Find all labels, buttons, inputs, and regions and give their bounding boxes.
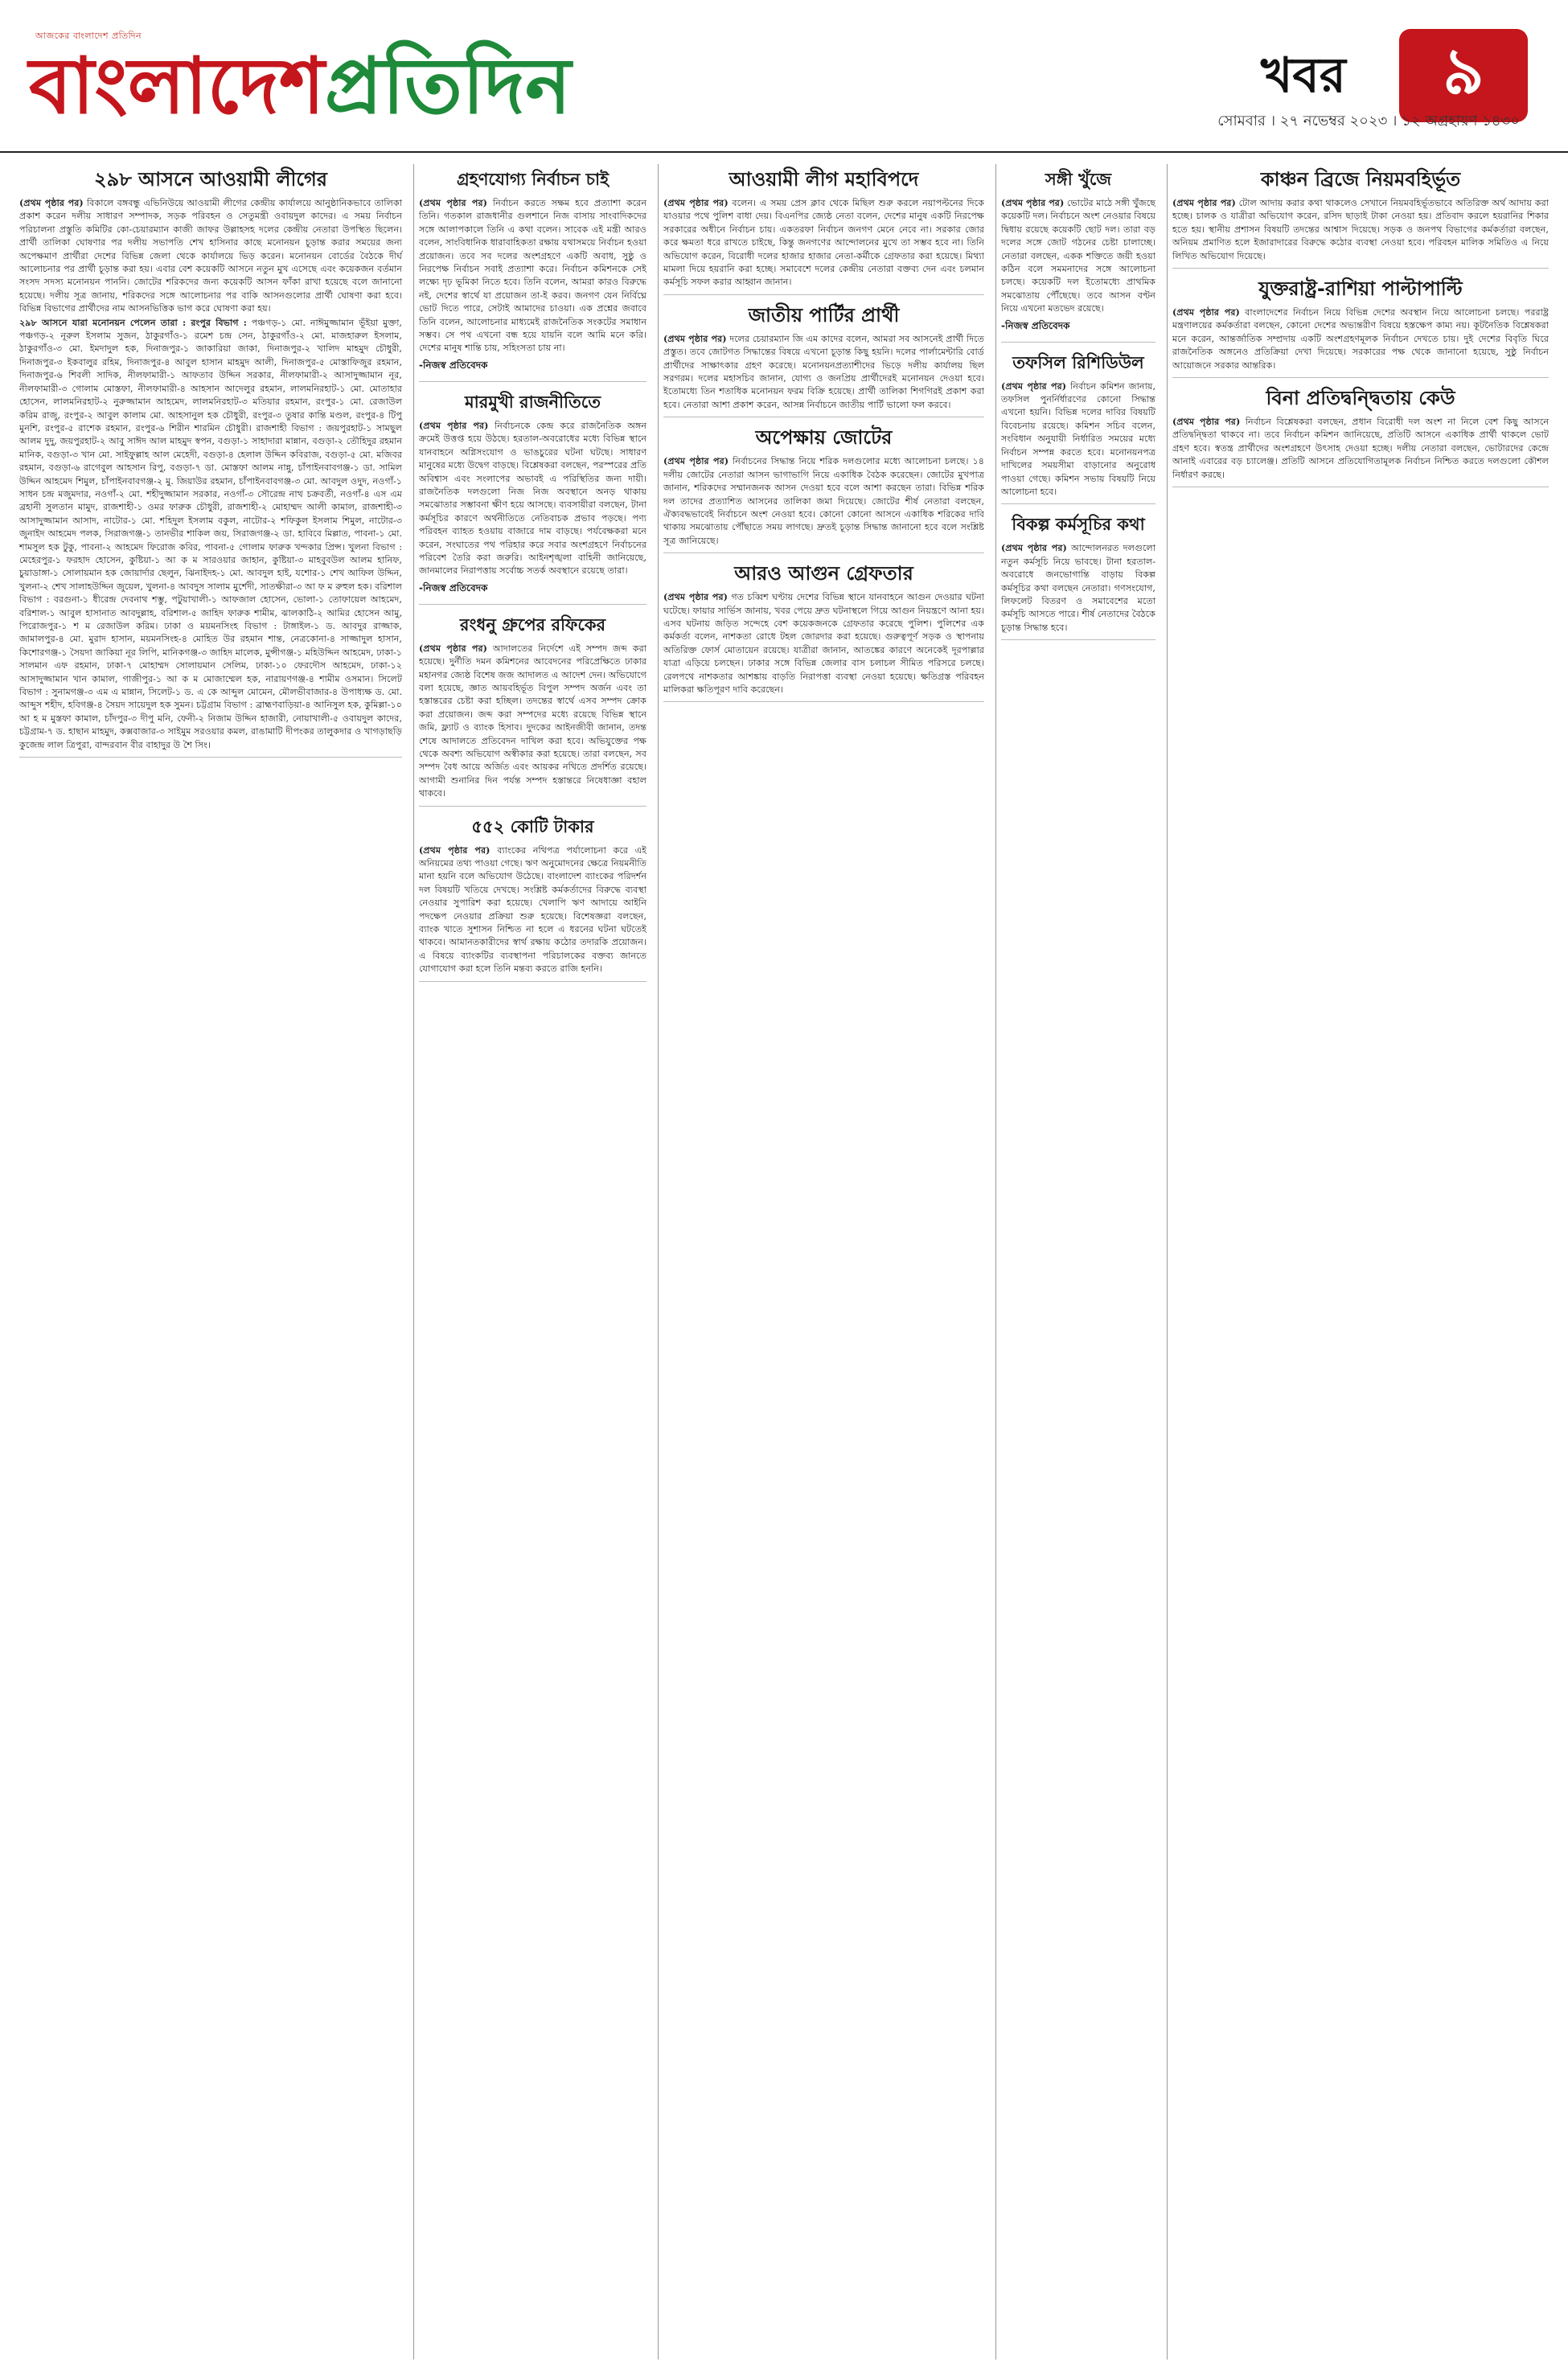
story-uncontested [1172, 386, 1549, 487]
headline: রংধনু গ্রুপের রফিকের [459, 614, 606, 635]
story-text: নির্বাচন বিশ্লেষকরা বলছেন, প্রধান বিরোধী দল অংশ না নিলে বেশ কিছু আসনে প্রতিদ্বন্দ্বিতা থাকবে না। তবে নির্বাচন কমিশন জানিয়েছে, প্রতিটি আসনে একাধিক প্রার্থী থাকলে ভোট গ্রহণ হবে। স্বতন্ত্র প্রার্থীদের অংশগ্রহণে উৎসাহ দেওয়া হচ্ছে। দলীয় নেতারা বলছেন, ভোটারদের কেন্দ্রে আনাই এবারের বড় চ্যালেঞ্জ। প্রতিটি আসনে প্রতিযোগিতামূলক নির্বাচন নিশ্চিত করতে দলগুলো কৌশল নির্ধারণ করছে। [1172, 417, 1549, 480]
story-text: বিকালে বঙ্গবন্ধু এভিনিউয়ে আওয়ামী লীগের কেন্দ্রীয় কার্যালয়ে আনুষ্ঠানিকভাবে তালিকা প্রকাশ করেন দলীয় সাধারণ সম্পাদক, সড়ক পরিবহন ও সেতুমন্ত্রী ওবায়দুল কাদের। এ সময় নির্বাচন পরিচালনা প্রস্তুতি কমিটির কো-চেয়ারম্যান কাজী জাফর উল্লাহসহ দলের কেন্দ্রীয় নেতারা উপস্থিত ছিলেন। প্রার্থী তালিকা ঘোষণার পর দলীয় সভাপতি শেখ হাসিনার কাছে মনোনয়ন চূড়ান্ত করার সময়ের জন্য অপেক্ষমাণ প্রার্থীরা দেশের বিভিন্ন জেলা থেকে কার্যালয়ে ভিড় করেন। মনোনয়ন বোর্ডের বৈঠকে দীর্ঘ আলোচনার পর প্রার্থী চূড়ান্ত করা হয়। এবার বেশ কয়েকটি আসনে নতুন মুখ এসেছে এবং কয়েকজন বর্তমান সংসদ সদস্য মনোনয়ন পাননি। জোটের শরিকদের জন্য কয়েকটি আসন ফাঁকা রাখা হয়েছে বলে জানানো হয়েছে। দলীয় সূত্র জানায়, শরিকদের সঙ্গে আলোচনার পর বাকি আসনগুলোর প্রার্থী ঘোষণা করা হবে। বিভিন্ন বিভাগের প্রার্থীদের নাম আসনভিত্তিক ভাগ করে ঘোষণা করা হয়। [19, 198, 403, 314]
story-seeking-partners [1001, 167, 1155, 343]
story-text: নির্বাচন করতে সক্ষম হবে প্রত্যাশা করেন তিনি। গতকাল রাজধানীর গুলশানে নিজ বাসায় সাংবাদিকদের সঙ্গে আলাপকালে তিনি এ কথা বলেন। সাবেক এই মন্ত্রী আরও বলেন, সাংবিধানিক ধারাবাহিকতা রক্ষায় যথাসময়ে নির্বাচন হওয়া প্রয়োজন। তবে সব দলের অংশগ্রহণে একটি অবাধ, সুষ্ঠু ও নিরপেক্ষ নির্বাচন সবাই প্রত্যাশা করে। নির্বাচন কমিশনকে সেই লক্ষ্যে দৃঢ় ভূমিকা নিতে হবে। তিনি বলেন, আমরা কারও বিরুদ্ধে নই, দেশের স্বার্থে যা প্রয়োজন তা-ই করব। জনগণ যেন নির্বিঘ্নে ভোট দিতে পারে, সেটাই আমাদের চাওয়া। এক প্রশ্নের জবাবে তিনি বলেন, আলোচনার মাধ্যমেই রাজনৈতিক সংকটের সমাধান সম্ভব। সে পথ এখনো বন্ধ হয়ে যায়নি বলে আমি মনে করি। দেশের মানুষ শান্তি চায়, সহিংসতা চায় না। [419, 198, 647, 354]
story-rongdhonu-group [419, 613, 646, 807]
headline: তফসিল রিশিডিউল [1012, 352, 1144, 372]
story-body [663, 196, 984, 290]
column-4 [995, 164, 1160, 2360]
story-continuation-tag: (প্রথম পৃষ্ঠার পর) [419, 419, 489, 431]
story-text: নির্বাচনকে কেন্দ্র করে রাজনৈতিক অঙ্গন ক্রমেই উত্তপ্ত হয়ে উঠছে। হরতাল-অবরোধের মধ্যে বিভিন্ন স্থানে যানবাহনে অগ্নিসংযোগ ও ভাঙচুরের ঘটনা ঘটছে। সাধারণ মানুষের মধ্যে উদ্বেগ বাড়ছে। বিশ্লেষকরা বলছেন, পরস্পরের প্রতি অবিশ্বাস এবং সংলাপের অভাবই এ পরিস্থিতির জন্য দায়ী। রাজনৈতিক দলগুলো নিজ নিজ অবস্থানে অনড় থাকায় সমঝোতার সম্ভাবনা ক্ষীণ হয়ে আসছে। ব্যবসায়ীরা বলছেন, টানা কর্মসূচির কারণে অর্থনীতিতে নেতিবাচক প্রভাব পড়ছে। পণ্য পরিবহন ব্যাহত হওয়ায় বাজারে দাম বাড়ছে। পর্যবেক্ষকরা মনে করেন, সংঘাতের পথ পরিহার করে সবার অংশগ্রহণে নির্বাচনের পরিবেশ তৈরি করা জরুরি। আইনশৃঙ্খলা বাহিনী জানিয়েছে, জানমালের নিরাপত্তায় সর্বোচ্চ সতর্ক অবস্থানে রয়েছে তারা। [419, 420, 646, 577]
story-body [419, 642, 646, 801]
story-body [1172, 415, 1549, 482]
story-text: দলের চেয়ারম্যান জি এম কাদের বলেন, আমরা সব আসনেই প্রার্থী দিতে প্রস্তুত। তবে জোটগত সিদ্ধান্তের বিষয়ে এখনো চূড়ান্ত কিছু হয়নি। দলের পার্লামেন্টারি বোর্ড প্রার্থীদের সাক্ষাৎকার গ্রহণ করেছে। মনোনয়নপ্রত্যাশীদের ভিড়ে দলীয় কার্যালয় ছিল সরগরম। দলের মহাসচিব জানান, যোগ্য ও জনপ্রিয় প্রার্থীদেরই মনোনয়ন দেওয়া হবে। ইতোমধ্যে তিন শতাধিক মনোনয়ন ফরম বিক্রি হয়েছে। প্রার্থী তালিকা শিগগিরই প্রকাশ করা হবে। নেতারা আশা প্রকাশ করেন, আসন্ন নির্বাচনে জাতীয় পার্টি ভালো ফল করবে। [663, 333, 984, 410]
story-kanchan-bridge [1172, 167, 1549, 269]
story-text: বাংলাদেশের নির্বাচন নিয়ে বিভিন্ন দেশের অবস্থান নিয়ে আলোচনা চলছে। পররাষ্ট্র মন্ত্রণালয়ের কর্মকর্তারা বলছেন, কোনো দেশের অভ্যন্তরীণ বিষয়ে হস্তক্ষেপ কাম্য নয়। কূটনৈতিক বিশ্লেষকরা মনে করেন, আন্তর্জাতিক সম্প্রদায় একটি অংশগ্রহণমূলক নির্বাচন দেখতে চায়। দুই দেশের বিবৃতি ঘিরে রাজনৈতিক অঙ্গনেও প্রতিক্রিয়া দেখা দিয়েছে। সরকারের পক্ষ থেকে জানানো হয়েছে, সুষ্ঠু নির্বাচন আয়োজনে সরকার আন্তরিক। [1172, 307, 1549, 371]
story-continuation-tag: (প্রথম পৃষ্ঠার পর) [663, 591, 728, 603]
story-body [419, 196, 646, 355]
section-label: খবর [1261, 47, 1346, 104]
story-body [1172, 196, 1549, 263]
byline: -নিজস্ব প্রতিবেদক [419, 359, 488, 371]
story-awami-league-298 [19, 167, 402, 758]
story-body [1172, 306, 1549, 372]
story-alliance-waiting [663, 425, 984, 553]
story-text: বলেন। এ সময় প্রেস ক্লাব থেকে মিছিল শুরু করলে নয়াপল্টনের দিকে যাওয়ার পথে পুলিশ বাধা দেয়। বিএনপির জ্যেষ্ঠ নেতা বলেন, দেশের মানুষ একটি নিরপেক্ষ সরকারের অধীনে নির্বাচন চায়। একতরফা নির্বাচন জনগণ মেনে নেবে না। সরকার জোর করে ক্ষমতা ধরে রাখতে চাইছে, কিন্তু জনগণের আন্দোলনের মুখে তা সম্ভব হবে না। তিনি অভিযোগ করেন, বিরোধী দলের হাজার হাজার নেতা-কর্মীকে গ্রেফতার করা হয়েছে। মিথ্যা মামলা দিয়ে হয়রানি করা হচ্ছে। সমাবেশে দলের কেন্দ্রীয় নেতারা বক্তব্য দেন এবং চলমান কর্মসূচি সফল করার আহ্বান জানান। [663, 198, 984, 288]
byline: -নিজস্ব প্রতিবেদক [419, 581, 488, 594]
headline: ২৯৮ আসনে আওয়ামী লীগের [94, 168, 327, 191]
story-text: ভোটের মাঠে সঙ্গী খুঁজছে কয়েকটি দল। নির্বাচনে অংশ নেওয়ার বিষয়ে দ্বিধায় রয়েছে কয়েকটি ছোট দল। তারা বড় দলের সঙ্গে জোট গঠনের চেষ্টা চালাচ্ছে। নেতারা বলছেন, একক শক্তিতে জয়ী হওয়া কঠিন বলে সমমনাদের সঙ্গে আলোচনা চলছে। কয়েকটি দল ইতোমধ্যে প্রাথমিক সমঝোতায় পৌঁছেছে। তবে আসন বণ্টন নিয়ে এখনো মতভেদ রয়েছে। [1001, 198, 1155, 314]
story-more-arson-arrests [663, 561, 984, 702]
column-3 [658, 164, 989, 2360]
story-text: নির্বাচনের সিদ্ধান্ত নিয়ে শরিক দলগুলোর মধ্যে আলোচনা চলছে। ১৪ দলীয় জোটের নেতারা আসন ভাগাভাগি নিয়ে একাধিক বৈঠক করেছেন। জোটের মুখপাত্র জানান, শরিকদের সম্মানজনক আসন দেওয়া হবে বলে আশা করছেন তারা। বিভিন্ন শরিক দল তাদের প্রত্যাশিত আসনের তালিকা জমা দিয়েছে। জোটের শীর্ষ নেতারা বলছেন, ঐক্যবদ্ধভাবেই নির্বাচনে অংশ নেওয়া হবে। কোনো কোনো আসনে একাধিক শরিকের দাবি থাকায় সমঝোতায় পৌঁছাতে সময় লাগছে। দ্রুতই চূড়ান্ত সিদ্ধান্ত জানানো হবে বলে সংশ্লিষ্ট সূত্র জানিয়েছে। [663, 456, 984, 546]
newspaper-logo [29, 42, 571, 130]
page-number-badge: ৯ [1399, 29, 1528, 122]
story-continuation-tag: (প্রথম পৃষ্ঠার পর) [419, 844, 491, 856]
headline: ৫৫২ কোটি টাকার [471, 816, 594, 836]
headline: জাতীয় পার্টির প্রার্থী [748, 303, 900, 327]
story-continuation-tag: (প্রথম পৃষ্ঠার পর) [1001, 542, 1067, 554]
story-text: ব্যাংকের নথিপত্র পর্যালোচনা করে এই অনিয়মের তথ্য পাওয়া গেছে। ঋণ অনুমোদনের ক্ষেত্রে নিয়মনীতি মানা হয়নি বলে অভিযোগ উঠেছে। বাংলাদেশ ব্যাংকের পরিদর্শন দল বিষয়টি খতিয়ে দেখছে। সংশ্লিষ্ট কর্মকর্তাদের বিরুদ্ধে ব্যবস্থা নেওয়ার সুপারিশ করা হয়েছে। খেলাপি ঋণ আদায়ে আইনি পদক্ষেপ নেওয়ার প্রক্রিয়া শুরু হয়েছে। বিশেষজ্ঞরা বলছেন, ব্যাংক খাতে সুশাসন নিশ্চিত না হলে এ ধরনের ঘটনা ঘটতেই থাকবে। আমানতকারীদের স্বার্থ রক্ষায় কঠোর তদারকি প্রয়োজন। এ বিষয়ে ব্যাংকটির ব্যবস্থাপনা পরিচালকের বক্তব্য জানতে যোগাযোগ করা হলে তিনি মন্তব্য করতে রাজি হননি। [419, 844, 647, 975]
headline: যুক্তরাষ্ট্র-রাশিয়া পাল্টাপাল্টি [1258, 277, 1463, 301]
story-body [663, 332, 984, 412]
story-text: আন্দোলনরত দলগুলো নতুন কর্মসূচি নিয়ে ভাবছে। টানা হরতাল-অবরোধে জনভোগান্তি বাড়ায় বিকল্প কর্মসূচির কথা বলছেন নেতারা। গণসংযোগ, লিফলেট বিতরণ ও সমাবেশের মতো কর্মসূচি আসতে পারে। শীর্ষ নেতাদের বৈঠকে চূড়ান্ত সিদ্ধান্ত হবে। [1001, 543, 1155, 633]
story-continuation-tag: (প্রথম পৃষ্ঠার পর) [663, 197, 729, 208]
story-continuation-tag: (প্রথম পৃষ্ঠার পর) [1001, 380, 1067, 392]
story-continuation-tag: (প্রথম পৃষ্ঠার পর) [419, 642, 487, 654]
story-alternative-program [1001, 512, 1155, 640]
column-5 [1167, 164, 1554, 2360]
story-552-crore [419, 815, 646, 982]
logo-part-1: বাংলাদেশ [29, 41, 325, 131]
headline: বিকল্প কর্মসূচির কথা [1012, 515, 1145, 535]
story-body [419, 844, 646, 976]
story-continuation-tag: (প্রথম পৃষ্ঠার পর) [1172, 306, 1240, 318]
story-body [663, 454, 984, 548]
story-continuation-tag: (প্রথম পৃষ্ঠার পর) [1172, 416, 1241, 428]
story-body [1001, 541, 1155, 635]
candidate-list [19, 316, 402, 752]
headline: অপেক্ষায় জোটের [755, 426, 893, 450]
headline: সঙ্গী খুঁজে [1045, 170, 1112, 189]
story-body [663, 590, 984, 696]
byline: -নিজস্ব প্রতিবেদক [1001, 319, 1070, 331]
masthead-tagline: আজকের বাংলাদেশ প্রতিদিন [35, 31, 142, 41]
story-body [1001, 196, 1155, 316]
story-continuation-tag: (প্রথম পৃষ্ঠার পর) [419, 197, 487, 208]
story-continuation-tag: (প্রথম পৃষ্ঠার পর) [1172, 197, 1236, 208]
story-aggressive-politics [419, 390, 646, 605]
story-jatiya-party-candidates [663, 303, 984, 417]
story-awami-league-danger [663, 167, 984, 295]
story-acceptable-election [419, 167, 646, 382]
headline: গ্রহণযোগ্য নির্বাচন চাই [456, 170, 610, 189]
headline: আওয়ামী লীগ মহাবিপদে [729, 168, 919, 191]
story-text: গত চব্বিশ ঘণ্টায় দেশের বিভিন্ন স্থানে যানবাহনে আগুন দেওয়ার ঘটনা ঘটেছে। ফায়ার সার্ভিস জানায়, খবর পেয়ে দ্রুত ঘটনাস্থলে গিয়ে আগুন নিয়ন্ত্রণে আনা হয়। এসব ঘটনায় জড়িত সন্দেহে বেশ কয়েকজনকে গ্রেফতার করেছে পুলিশ। পুলিশের এক কর্মকর্তা বলেন, নাশকতা রোধে টহল জোরদার করা হয়েছে। গুরুত্বপূর্ণ সড়ক ও স্থাপনায় অতিরিক্ত ফোর্স মোতায়েন রয়েছে। যাত্রীরা জানান, আতঙ্কের কারণে অনেকেই দূরপাল্লার যাত্রা এড়িয়ে চলছেন। ঢাকার সঙ্গে বিভিন্ন জেলার বাস চলাচল সীমিত পরিসরে চলছে। রেলপথে নাশকতার আশঙ্কায় বাড়তি নিরাপত্তা ব্যবস্থা নেওয়া হয়েছে। ক্ষতিগ্রস্ত পরিবহন মালিকরা ক্ষতিপূরণ দাবি করেছেন। [663, 592, 985, 695]
candidate-list-text: পঞ্চগড়-১ মো. নাঈমুজ্জামান ভূঁইয়া মুক্তা, পঞ্চগড়-২ নূরুল ইসলাম সুজন, ঠাকুরগাঁও-১ রমেশ চন্দ্র সেন, ঠাকুরগাঁও-২ মো. মাজহারুল ইসলাম, ঠাকুরগাঁও-৩ মো. ইমদাদুল হক, দিনাজপুর-১ জাকারিয়া জাকা, দিনাজপুর-২ খালিদ মাহমুদ চৌধুরী, দিনাজপুর-৩ ইকবালুর রহিম, দিনাজপুর-৪ আবুল হাসান মাহমুদ আলী, দিনাজপুর-৫ মোস্তাফিজুর রহমান, দিনাজপুর-৬ শিবলী সাদিক, নীলফামারী-১ আফতাব উদ্দিন সরকার, নীলফামারী-২ আসাদুজ্জামান নূর, নীলফামারী-৩ গোলাম মোস্তফা, নীলফামারী-৪ আহসান আদেলুর রহমান, লালমনিরহাট-১ মো. মোতাহার হোসেন, লালমনিরহাট-২ নুরুজ্জামান আহমেদ, লালমনিরহাট-৩ মতিয়ার রহমান, রংপুর-১ মো. রেজাউল করিম রাজু, রংপুর-২ আবুল কালাম মো. আহসানুল হক চৌধুরী, রংপুর-৩ তুষার কান্তি মণ্ডল, রংপুর-৪ টিপু মুনশি, রংপুর-৫ রাশেক রহমান, রংপুর-৬ শিরীন শারমিন চৌধুরী। রাজশাহী বিভাগ : জয়পুরহাট-১ সামছুল আলম দুদু, জয়পুরহাট-২ আবু সাঈদ আল মাহমুদ স্বপন, বগুড়া-১ সাহাদারা মান্নান, বগুড়া-২ তৌহিদুর রহমান মানিক, বগুড়া-৩ খান মো. সাইফুল্লাহ আল মেহেদী, বগুড়া-৪ হেলাল উদ্দিন কবিরাজ, বগুড়া-৫ মো. মজিবর রহমান, বগুড়া-৬ রাগেবুল আহসান রিপু, বগুড়া-৭ ডা. মোস্তফা আলম নান্নু, চাঁপাইনবাবগঞ্জ-১ ডা. সামিল উদ্দিন আহমেদ শিমুল, চাঁপাইনবাবগঞ্জ-২ মু. জিয়াউর রহমান, চাঁপাইনবাবগঞ্জ-৩ মো. আবদুল ওদুদ, নওগাঁ-১ সাধন চন্দ্র মজুমদার, নওগাঁ-২ মো. শহীদুজ্জামান সরকার, নওগাঁ-৩ সৌরেন্দ্র নাথ চক্রবর্তী, নওগাঁ-৪ এস এম ব্রহানী সুলতান মামুদ, রাজশাহী-১ ওমর ফারুক চৌধুরী, রাজশাহী-২ মোহাম্মদ আলী কামাল, রাজশাহী-৩ আসাদুজ্জামান আসাদ, নাটোর-১ মো. শহিদুল ইসলাম বকুল, নাটোর-২ শফিকুল ইসলাম শিমুল, নাটোর-৩ জুনাইদ আহমেদ পলক, সিরাজগঞ্জ-১ তানভীর শাকিল জয়, সিরাজগঞ্জ-২ ডা. হাবিবে মিল্লাত, পাবনা-১ মো. শামসুল হক টুকু, পাবনা-২ আহমেদ ফিরোজ কবির, পাবনা-৫ গোলাম ফারুক খন্দকার প্রিন্স। খুলনা বিভাগ : মেহেরপুর-১ ফরহাদ হোসেন, কুষ্টিয়া-১ আ ক ম সারওয়ার জাহান, কুষ্টিয়া-৩ মাহবুবউল আলম হানিফ, চুয়াডাঙ্গা-১ সোলায়মান হক জোয়ার্দার ছেলুন, ঝিনাইদহ-১ মো. আবদুল হাই, যশোর-১ শেখ আফিল উদ্দিন, খুলনা-২ শেখ সালাহউদ্দিন জুয়েল, খুলনা-৪ আবদুস সালাম মুর্শেদী, সাতক্ষীরা-৩ আ ফ ম রুহুল হক। বরিশাল বিভাগ : বরগুনা-১ ধীরেন্দ্র দেবনাথ শম্ভু, পটুয়াখালী-১ আফজাল হোসেন, ভোলা-১ তোফায়েল আহমেদ, বরিশাল-১ আবুল হাসানাত আবদুল্লাহ, বরিশাল-৫ জাহিদ ফারুক শামীম, ঝালকাঠি-২ আমির হোসেন আমু, পিরোজপুর-১ শ ম রেজাউল করিম। ঢাকা ও ময়মনসিংহ বিভাগ : টাঙ্গাইল-১ ড. আবদুর রাজ্জাক, জামালপুর-৪ মো. মুরাদ হাসান, ময়মনসিংহ-৪ মোহিত উর রহমান শান্ত, নেত্রকোনা-৪ সাজ্জাদুল হাসান, কিশোরগঞ্জ-১ সৈয়দা জাকিয়া নূর লিপি, মানিকগঞ্জ-৩ জাহিদ মালেক, মুন্সীগঞ্জ-১ মহিউদ্দিন আহমেদ, ঢাকা-১ সালমান এফ রহমান, ঢাকা-৭ মোহাম্মদ সোলায়মান সেলিম, ঢাকা-১০ ফেরদৌস আহমেদ, ঢাকা-১২ আসাদুজ্জামান খান কামাল, গাজীপুর-১ আ ক ম মোজাম্মেল হক, নারায়ণগঞ্জ-৪ শামীম ওসমান। সিলেট বিভাগ : সুনামগঞ্জ-৩ এম এ মান্নান, সিলেট-১ ড. এ কে আব্দুল মোমেন, মৌলভীবাজার-৪ উপাধ্যক্ষ ড. মো. আব্দুস শহীদ, হবিগঞ্জ-৪ সৈয়দ সায়েদুল হক সুমন। চট্টগ্রাম বিভাগ : ব্রাহ্মণবাড়িয়া-৪ আনিসুল হক, কুমিল্লা-১০ আ হ ম মুস্তফা কামাল, চাঁদপুর-৩ দীপু মনি, ফেনী-২ নিজাম উদ্দিন হাজারী, নোয়াখালী-৫ ওবায়দুল কাদের, চট্টগ্রাম-৭ ড. হাছান মাহমুদ, কক্সবাজার-৩ সাইমুম সরওয়ার কমল, রাঙামাটি দীপংকর তালুকদার ও খাগড়াছড়ি কুজেন্দ্র লাল ত্রিপুরা, বান্দরবান বীর বাহাদুর উ শৈ সিং। [19, 317, 402, 750]
story-us-russia [1172, 277, 1549, 378]
story-body [19, 196, 402, 316]
story-text: টোল আদায় করার কথা থাকলেও সেখানে নিয়মবহির্ভূতভাবে অতিরিক্ত অর্থ আদায় করা হচ্ছে। চালক ও যাত্রীরা অভিযোগ করেন, রসিদ ছাড়াই টাকা নেওয়া হয়। প্রতিবাদ করলে হয়রানির শিকার হতে হয়। স্থানীয় প্রশাসন বিষয়টি তদন্তের আশ্বাস দিয়েছে। সড়ক ও জনপথ বিভাগের কর্মকর্তারা বলছেন, অনিয়ম প্রমাণিত হলে ইজারাদারের বিরুদ্ধে কঠোর ব্যবস্থা নেওয়া হবে। পরিবহন মালিক সমিতিও এ নিয়ে লিখিত অভিযোগ দিয়েছে। [1172, 198, 1549, 261]
column-2 [413, 164, 651, 2360]
headline: মারমুখী রাজনীতিতে [464, 392, 601, 412]
story-body [419, 419, 646, 578]
dateline: সোমবার । ২৭ নভেম্বর ২০২৩ । ১২ অগ্রহায়ণ ১৪৩০ [1217, 113, 1520, 129]
headline: আরও আগুন গ্রেফতার [734, 562, 913, 585]
logo-part-2: প্রতিদিন [324, 41, 572, 131]
headline: বিনা প্রতিদ্বন্দ্বিতায় কেউ [1266, 387, 1455, 410]
column-1 [14, 164, 407, 2360]
story-text: নির্বাচন কমিশন জানায়, তফসিল পুনর্নির্ধারণের কোনো সিদ্ধান্ত এখনো হয়নি। বিভিন্ন দলের দাবির বিষয়টি বিবেচনায় রয়েছে। কমিশন সচিব বলেন, সংবিধান অনুযায়ী নির্ধারিত সময়ের মধ্যে নির্বাচন সম্পন্ন করতে হবে। মনোনয়নপত্র দাখিলের সময়সীমা বাড়ানোর অনুরোধ পাওয়া গেছে। কমিশন সভায় বিষয়টি নিয়ে আলোচনা হবে। [1001, 380, 1155, 497]
story-text: আদালতের নির্দেশে এই সম্পদ জব্দ করা হয়েছে। দুর্নীতি দমন কমিশনের আবেদনের পরিপ্রেক্ষিতে ঢাকার মহানগর জ্যেষ্ঠ বিশেষ জজ আদালত এ আদেশ দেন। অভিযোগে বলা হয়েছে, জ্ঞাত আয়বহির্ভূত বিপুল সম্পদ অর্জন এবং তা হস্তান্তরের চেষ্টা করা হচ্ছিল। তদন্তের স্বার্থে এসব সম্পদ ক্রোক করা প্রয়োজন। জব্দ করা সম্পদের মধ্যে রয়েছে বিভিন্ন স্থানে জমি, ফ্ল্যাট ও ব্যাংক হিসাব। দুদকের আইনজীবী জানান, তদন্ত শেষে আদালতে প্রতিবেদন দাখিল করা হবে। অভিযুক্তের পক্ষ থেকে অবশ্য অভিযোগ অস্বীকার করা হয়েছে। তারা বলছেন, সব সম্পদ বৈধ আয়ে অর্জিত এবং আয়কর নথিতে প্রদর্শিত রয়েছে। আগামী শুনানির দিন পর্যন্ত সম্পদ হস্তান্তরে নিষেধাজ্ঞা বহাল থাকবে। [419, 643, 646, 799]
story-schedule-reschedule [1001, 351, 1155, 505]
story-continuation-tag: (প্রথম পৃষ্ঠার পর) [663, 332, 727, 344]
masthead-header [0, 0, 1568, 153]
headline: কাঞ্চন ব্রিজে নিয়মবহির্ভূত [1260, 168, 1461, 191]
candidate-list-subhead: ২৯৮ আসনে যারা মনোনয়ন পেলেন তারা : রংপুর বিভাগ : [19, 316, 247, 328]
story-body [1001, 380, 1155, 499]
story-continuation-tag: (প্রথম পৃষ্ঠার পর) [19, 197, 84, 208]
story-continuation-tag: (প্রথম পৃষ্ঠার পর) [1001, 197, 1065, 208]
story-continuation-tag: (প্রথম পৃষ্ঠার পর) [663, 455, 729, 467]
